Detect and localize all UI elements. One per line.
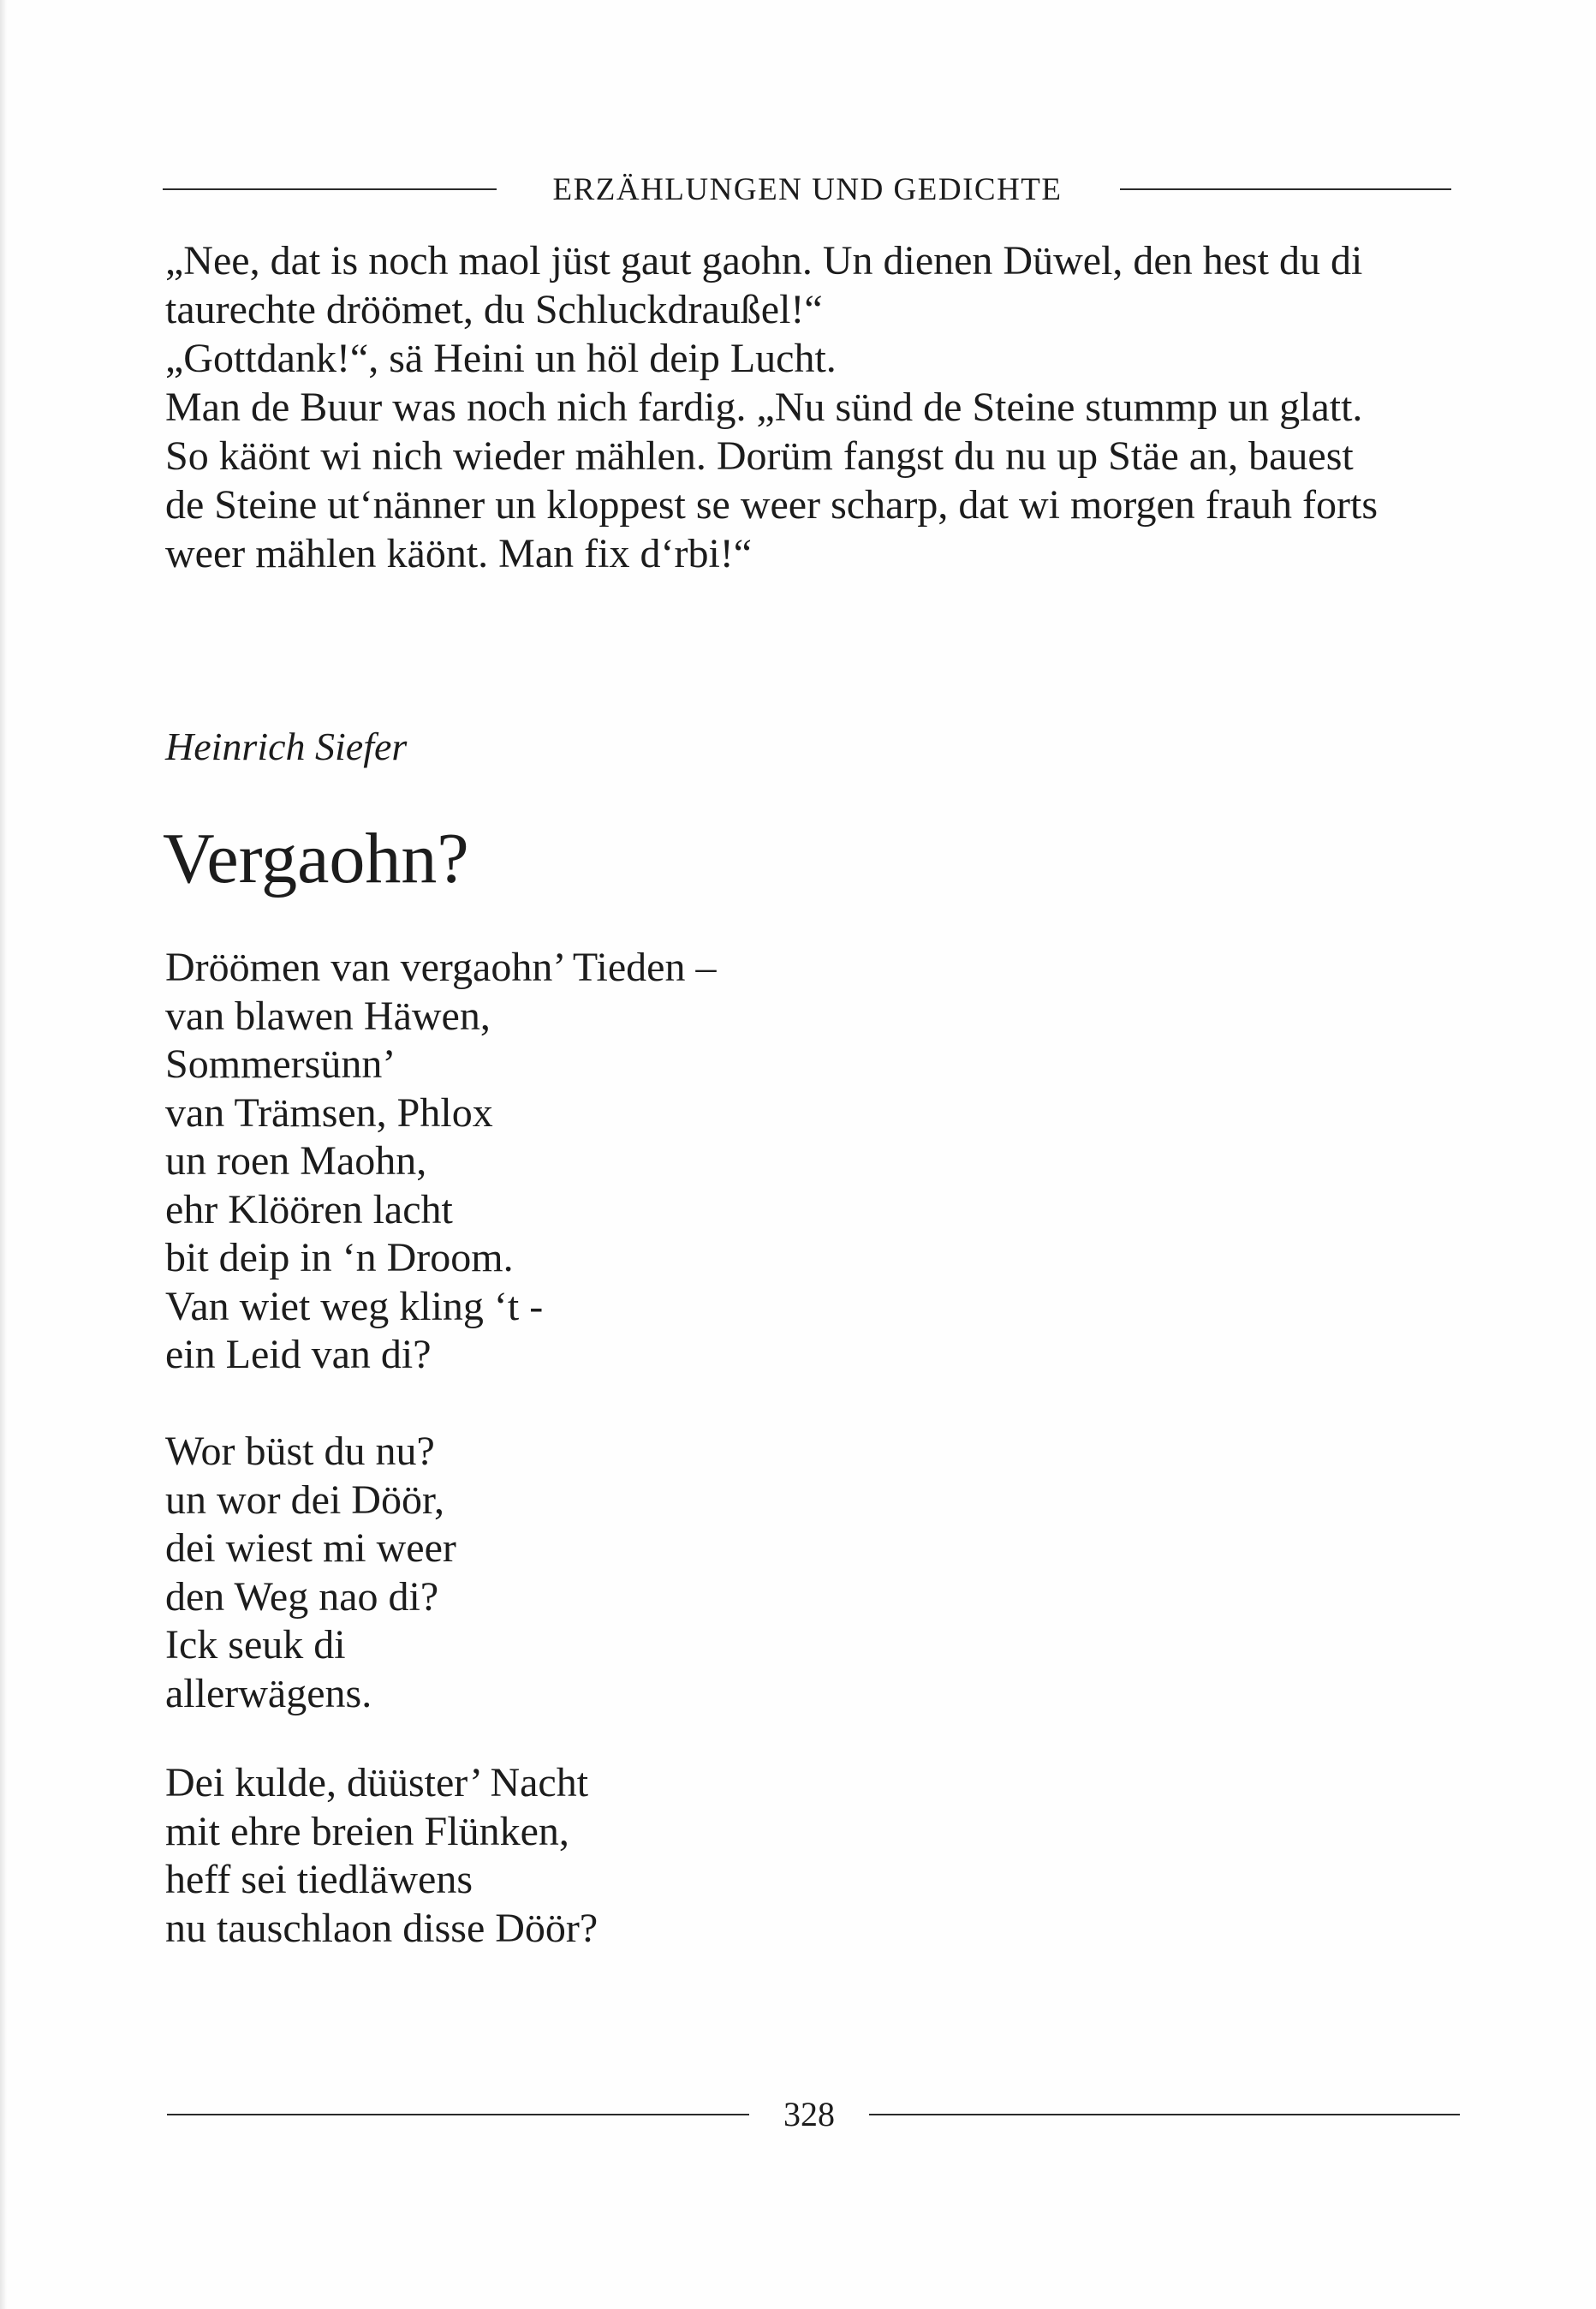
poem-line: van blawen Häwen, — [165, 993, 491, 1039]
prose-line: „Nee, dat is noch maol jüst gaut gaohn. Un dienen Düwel, den hest du di — [165, 238, 1363, 283]
poem-stanza-3 — [165, 1759, 598, 1953]
prose-line: „Gottdank!“, sä Heini un höl deip Lucht. — [165, 336, 837, 381]
poem-line: ein Leid van di? — [165, 1332, 432, 1377]
poem-line: mit ehre breien Flünken, — [165, 1808, 569, 1854]
page-footer — [167, 2091, 1460, 2138]
prose-line: taurechte dröömet, du Schluckdraußel!“ — [165, 287, 823, 332]
running-title: ERZÄHLUNGEN UND GEDICHTE — [552, 172, 1063, 207]
poem-line: ehr Klöören lacht — [165, 1186, 453, 1232]
poem-line: Van wiet weg kling ‘t - — [165, 1283, 544, 1329]
header-rule-left — [163, 188, 497, 190]
footer-rule-left — [167, 2114, 749, 2115]
poem-line: allerwägens. — [165, 1670, 372, 1716]
prose-paragraph — [165, 236, 1458, 578]
prose-line: So käönt wi nich wieder mählen. Dorüm fangst du nu up Stäe an, bauest — [165, 433, 1354, 479]
poem-stanza-1 — [165, 944, 716, 1380]
poem-line: Wor büst du nu? — [165, 1429, 435, 1474]
running-header — [163, 168, 1451, 212]
poem-line: Sommersünn’ — [165, 1041, 396, 1087]
poem-line: den Weg nao di? — [165, 1573, 439, 1620]
poem-line: dei wiest mi weer — [165, 1525, 456, 1571]
page-number: 328 — [783, 2095, 835, 2133]
poem-line: Dröömen van vergaohn’ Tieden – — [165, 945, 717, 990]
scan-edge-shadow — [0, 0, 7, 2309]
poem-line: heff sei tiedläwens — [165, 1857, 473, 1902]
poem-line: nu tauschlaon disse Döör? — [165, 1905, 598, 1951]
poem-line: un wor dei Döör, — [165, 1477, 445, 1523]
footer-rule-right — [869, 2114, 1460, 2115]
poem-line: van Trämsen, Phlox — [165, 1089, 493, 1136]
header-rule-right — [1120, 188, 1451, 190]
poem-title: Vergaohn? — [163, 819, 469, 898]
prose-line: de Steine ut‘nänner un kloppest se weer scharp, dat wi morgen frauh forts — [165, 482, 1379, 528]
prose-line: weer mählen käönt. Man fix d‘rbi!“ — [165, 531, 753, 576]
prose-line: Man de Buur was noch nich fardig. „Nu sünd de Steine stummp un glatt. — [165, 385, 1363, 430]
poem-line: Ick seuk di — [165, 1622, 346, 1668]
poem-line: un roen Maohn, — [165, 1138, 427, 1184]
poem-line: bit deip in ‘n Droom. — [165, 1235, 514, 1280]
poem-author: Heinrich Siefer — [165, 725, 408, 768]
poem-line: Dei kulde, düüster’ Nacht — [165, 1760, 589, 1805]
poem-stanza-2 — [165, 1428, 456, 1718]
